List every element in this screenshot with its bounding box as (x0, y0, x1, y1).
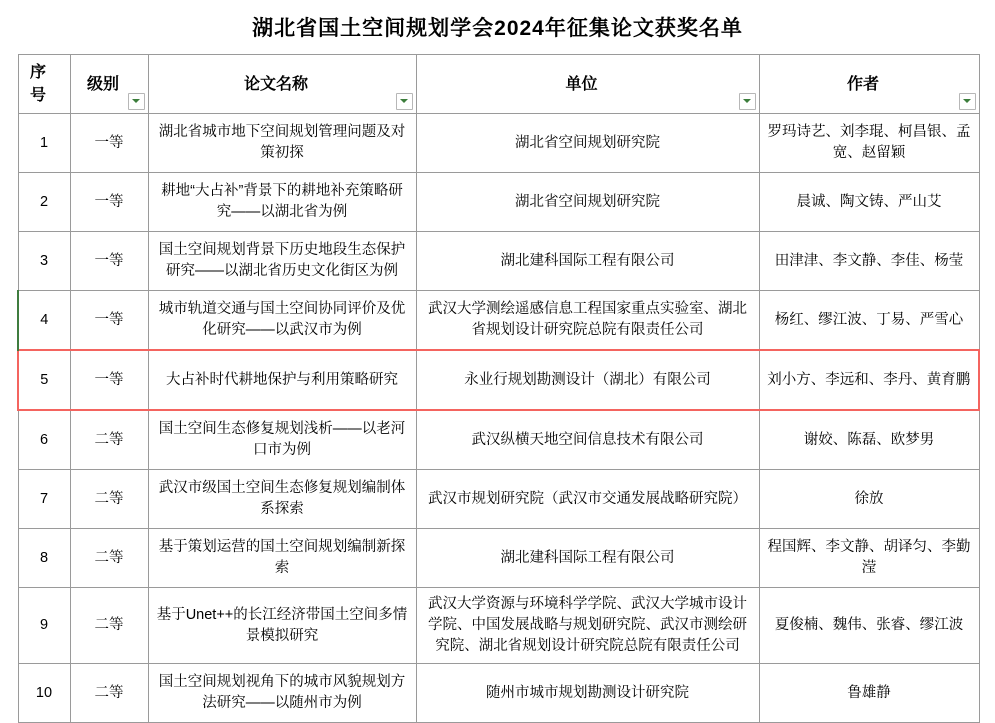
cell-title: 基于Unet++的长江经济带国土空间多情景模拟研究 (148, 588, 416, 664)
cell-unit: 湖北建科国际工程有限公司 (416, 529, 759, 588)
column-header-level (70, 55, 148, 114)
cell-unit: 武汉市规划研究院（武汉市交通发展战略研究院） (416, 470, 759, 529)
filter-dropdown-icon[interactable] (396, 93, 413, 110)
cell-level: 一等 (70, 350, 148, 410)
cell-no: 7 (18, 470, 70, 529)
column-header-level-label: 级别 (86, 75, 119, 93)
column-header-no (18, 55, 70, 114)
cell-level: 一等 (70, 114, 148, 173)
table-row (18, 114, 979, 173)
cell-level: 二等 (70, 529, 148, 588)
cell-author: 罗玛诗艺、刘李琨、柯昌银、孟宽、赵留颖 (759, 114, 979, 173)
column-header-no-label: 序号 (29, 64, 46, 105)
cell-no: 8 (18, 529, 70, 588)
cell-author: 谢姣、陈磊、欧梦男 (759, 410, 979, 470)
cell-unit: 湖北建科国际工程有限公司 (416, 232, 759, 291)
cell-level: 一等 (70, 173, 148, 232)
table-row (18, 291, 979, 351)
cell-author: 晨诚、陶文铸、严山艾 (759, 173, 979, 232)
cell-author: 田津津、李文静、李佳、杨莹 (759, 232, 979, 291)
cell-title: 国土空间生态修复规划浅析——以老河口市为例 (148, 410, 416, 470)
cell-author: 鲁雄静 (759, 664, 979, 723)
cell-title: 耕地“大占补”背景下的耕地补充策略研究——以湖北省为例 (148, 173, 416, 232)
cell-author: 杨红、缪江波、丁易、严雪心 (759, 291, 979, 351)
cell-title: 大占补时代耕地保护与利用策略研究 (148, 350, 416, 410)
table-body (18, 114, 979, 723)
column-header-title (148, 55, 416, 114)
column-header-title-label: 论文名称 (243, 75, 308, 93)
table-row (18, 588, 979, 664)
cell-level: 二等 (70, 470, 148, 529)
table-row (18, 173, 979, 232)
cell-author: 刘小方、李远和、李丹、黄育鹏 (759, 350, 979, 410)
filter-dropdown-icon[interactable] (128, 93, 145, 110)
cell-author: 徐放 (759, 470, 979, 529)
cell-level: 一等 (70, 291, 148, 351)
cell-no: 10 (18, 664, 70, 723)
table-row (18, 232, 979, 291)
cell-no: 5 (18, 350, 70, 410)
cell-no: 3 (18, 232, 70, 291)
cell-unit: 湖北省空间规划研究院 (416, 114, 759, 173)
cell-level: 二等 (70, 410, 148, 470)
table-row (18, 470, 979, 529)
cell-unit: 随州市城市规划勘测设计研究院 (416, 664, 759, 723)
table-header-row (18, 55, 979, 114)
cell-unit: 永业行规划勘测设计（湖北）有限公司 (416, 350, 759, 410)
cell-unit: 武汉纵横天地空间信息技术有限公司 (416, 410, 759, 470)
cell-no: 4 (18, 291, 70, 351)
cell-unit: 武汉大学测绘遥感信息工程国家重点实验室、湖北省规划设计研究院总院有限责任公司 (416, 291, 759, 351)
column-header-unit-label: 单位 (565, 75, 598, 93)
cell-no: 2 (18, 173, 70, 232)
table-row (18, 529, 979, 588)
table-row (18, 664, 979, 723)
cell-title: 城市轨道交通与国土空间协同评价及优化研究——以武汉市为例 (148, 291, 416, 351)
cell-title: 国土空间规划视角下的城市风貌规划方法研究——以随州市为例 (148, 664, 416, 723)
cell-no: 6 (18, 410, 70, 470)
cell-title: 湖北省城市地下空间规划管理问题及对策初探 (148, 114, 416, 173)
cell-title: 国土空间规划背景下历史地段生态保护研究——以湖北省历史文化街区为例 (148, 232, 416, 291)
cell-level: 二等 (70, 588, 148, 664)
column-header-author (759, 55, 979, 114)
filter-dropdown-icon[interactable] (739, 93, 756, 110)
cell-author: 程国辉、李文静、胡译匀、李勤滢 (759, 529, 979, 588)
cell-author: 夏俊楠、魏伟、张睿、缪江波 (759, 588, 979, 664)
table-row (18, 410, 979, 470)
cell-level: 二等 (70, 664, 148, 723)
page-title: 湖北省国土空间规划学会2024年征集论文获奖名单 (252, 17, 743, 40)
cell-unit: 湖北省空间规划研究院 (416, 173, 759, 232)
cell-title: 武汉市级国土空间生态修复规划编制体系探索 (148, 470, 416, 529)
column-header-author-label: 作者 (846, 75, 879, 93)
cell-level: 一等 (70, 232, 148, 291)
cell-no: 1 (18, 114, 70, 173)
cell-no: 9 (18, 588, 70, 664)
column-header-unit (416, 55, 759, 114)
cell-unit: 武汉大学资源与环境科学学院、武汉大学城市设计学院、中国发展战略与规划研究院、武汉市测绘研究院、湖北省规划设计研究院总院有限责任公司 (416, 588, 759, 664)
table-row-selected (18, 350, 979, 410)
cell-title: 基于策划运营的国土空间规划编制新探索 (148, 529, 416, 588)
filter-dropdown-icon[interactable] (959, 93, 976, 110)
award-list-table (17, 54, 980, 723)
